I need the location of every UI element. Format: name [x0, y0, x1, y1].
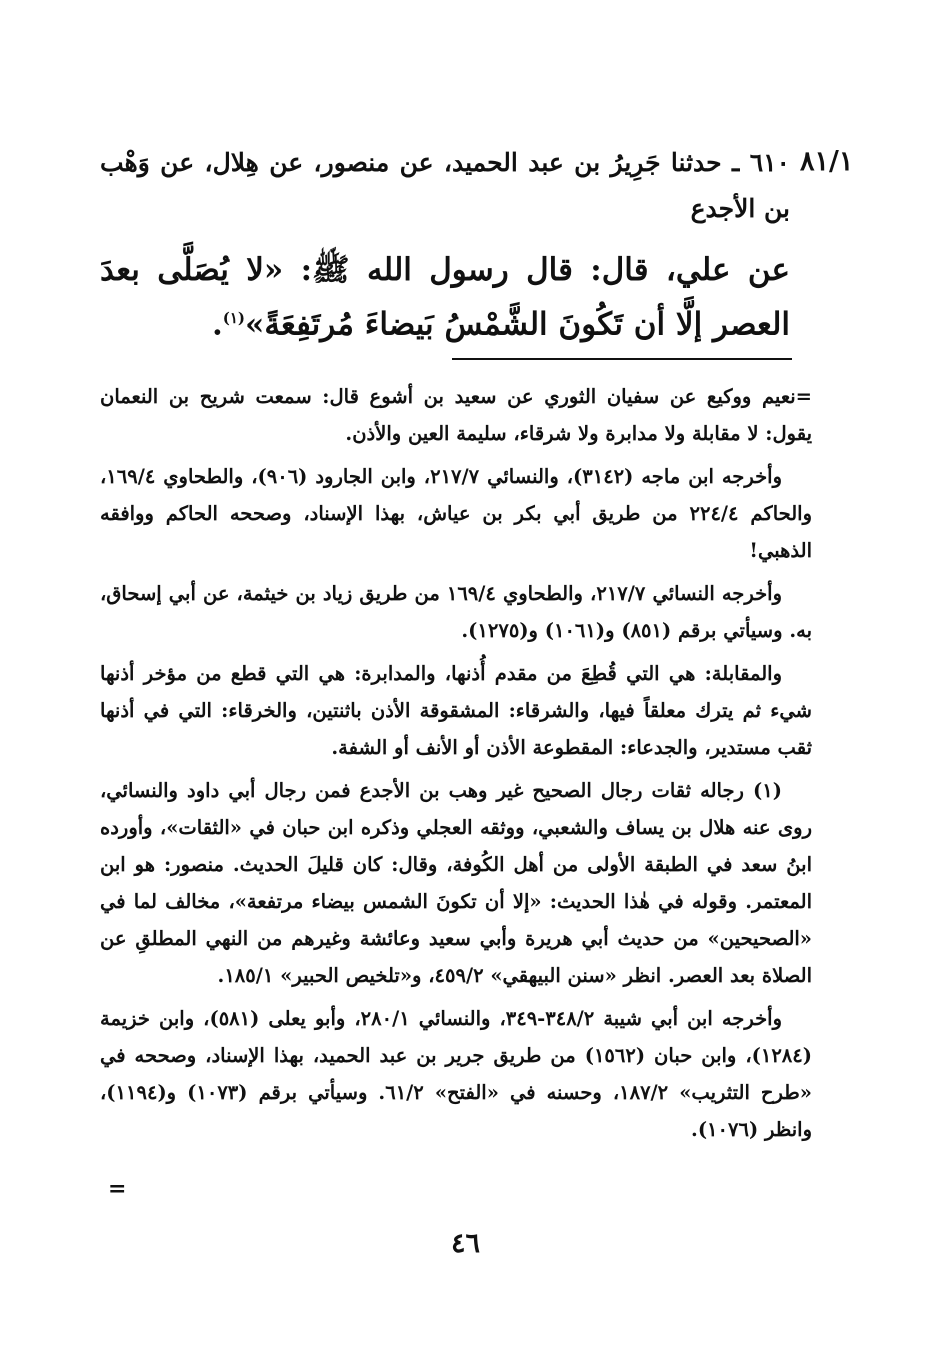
footnote-paragraph: وأخرجه ابن ماجه (٣١٤٢)، والنسائي ٢١٧/٧، وابن الجارود (٩٠٦)، والطحاوي ١٦٩/٤، والحاكم ٢٢٤/٤ من طريق أبي بكر بن عياش، بهذا الإسناد، وصححه الحاكم ووافقه الذهبي!	[100, 465, 813, 562]
footnote-paragraph: (١) رجاله ثقات رجال الصحيح غير وهب بن الأجدع فمن رجال أبي داود والنسائي، روى عنه هلال بن يساف والشعبي، ووثقه العجلي وذكره ابن حبان في «الثقات»، وأورده ابنُ سعد في الطبقة الأولى من أهل الكُوفة، وقال: كان قليلَ الحديث. منصور: هو ابن المعتمر. وقوله في هٰذا الحديث: «إلا أن تكونَ الشمس بيضاء مرتفعة»، مخالف لما في «الصحيحين» من حديث أبي هريرة وأبي سعيد وعائشة وغيرهم من النهي المطلقِ عن الصلاة بعد العصر. انظر «سنن البيهقي» ٤٥٩/٢، و«تلخيص الحبير» ١٨٥/١.	[100, 779, 812, 987]
volume-page-reference: ٨١/١	[800, 146, 854, 177]
footnote-paragraph: وأخرجه النسائي ٢١٧/٧، والطحاوي ١٦٩/٤ من طريق زياد بن خيثمة، عن أبي إسحاق، به. وسيأتي برقم (٨٥١) و(١٠٦١) و(١٢٧٥).	[100, 582, 812, 642]
footnote-text: نعيم ووكيع عن سفيان الثوري عن سعيد بن أشوع قال: سمعت شريح بن النعمان يقول: لا مقابلة ولا مدابرة ولا شرقاء، سليمة العين والأذن.	[100, 385, 812, 445]
page-number: ٤٦	[450, 1228, 480, 1259]
footnote-marker: (١)	[222, 309, 246, 327]
hadith-block	[100, 140, 790, 348]
continuation-mark: =	[795, 385, 812, 408]
hadith-isnad: ٦١٠ ـ حدثنا جَرِيرُ بن عبد الحميد، عن منصور، عن هِلال، عن وَهْب بن الأجدع	[100, 148, 790, 223]
footnote-separator	[452, 358, 792, 360]
footnote-paragraph	[100, 378, 812, 452]
hadith-matn-text: عن علي، قال: قال رسول الله ﷺ: «لا يُصَلَّى بعدَ العصر إلَّا أن تَكُونَ الشَّمْسُ بَيضاءَ مُرتَفِعَةً»	[100, 252, 790, 343]
footnotes	[100, 378, 812, 1154]
footnote-paragraph: والمقابلة: هي التي قُطِعَ من مقدم أُذنها، والمدابرة: هي التي قطع من مؤخر أذنها شيء ثم يترك معلقاً فيها، والشرقاء: المشقوقة الأذن باثنتين، والخرقاء: التي في أذنها ثقب مستدير، والجدعاء: المقطوعة الأذن أو الأنف أو الشفة.	[100, 662, 812, 759]
footnote-paragraph: وأخرجه ابن أبي شيبة ٣٤٨/٢-٣٤٩، والنسائي ٢٨٠/١، وأبو يعلى (٥٨١)، وابن خزيمة (١٢٨٤)، وابن حبان (١٥٦٢) من طريق جرير بن عبد الحميد، بهذا الإسناد، وصححه في «طرح التثريب» ١٨٧/٢، وحسنه في «الفتح» ٦١/٢. وسيأتي برقم (١٠٧٣) و(١١٩٤)، وانظر (١٠٧٦).	[100, 1007, 812, 1141]
hadith-matn: عن علي، قال: قال رسول الله ﷺ: «لا يُصَلَّى بعدَ العصر إلَّا أن تَكُونَ الشَّمْسُ بَيضاءَ مُرتَفِعَةً»$^{(١)}$.	[100, 252, 790, 343]
continues-mark: =	[108, 1176, 127, 1202]
